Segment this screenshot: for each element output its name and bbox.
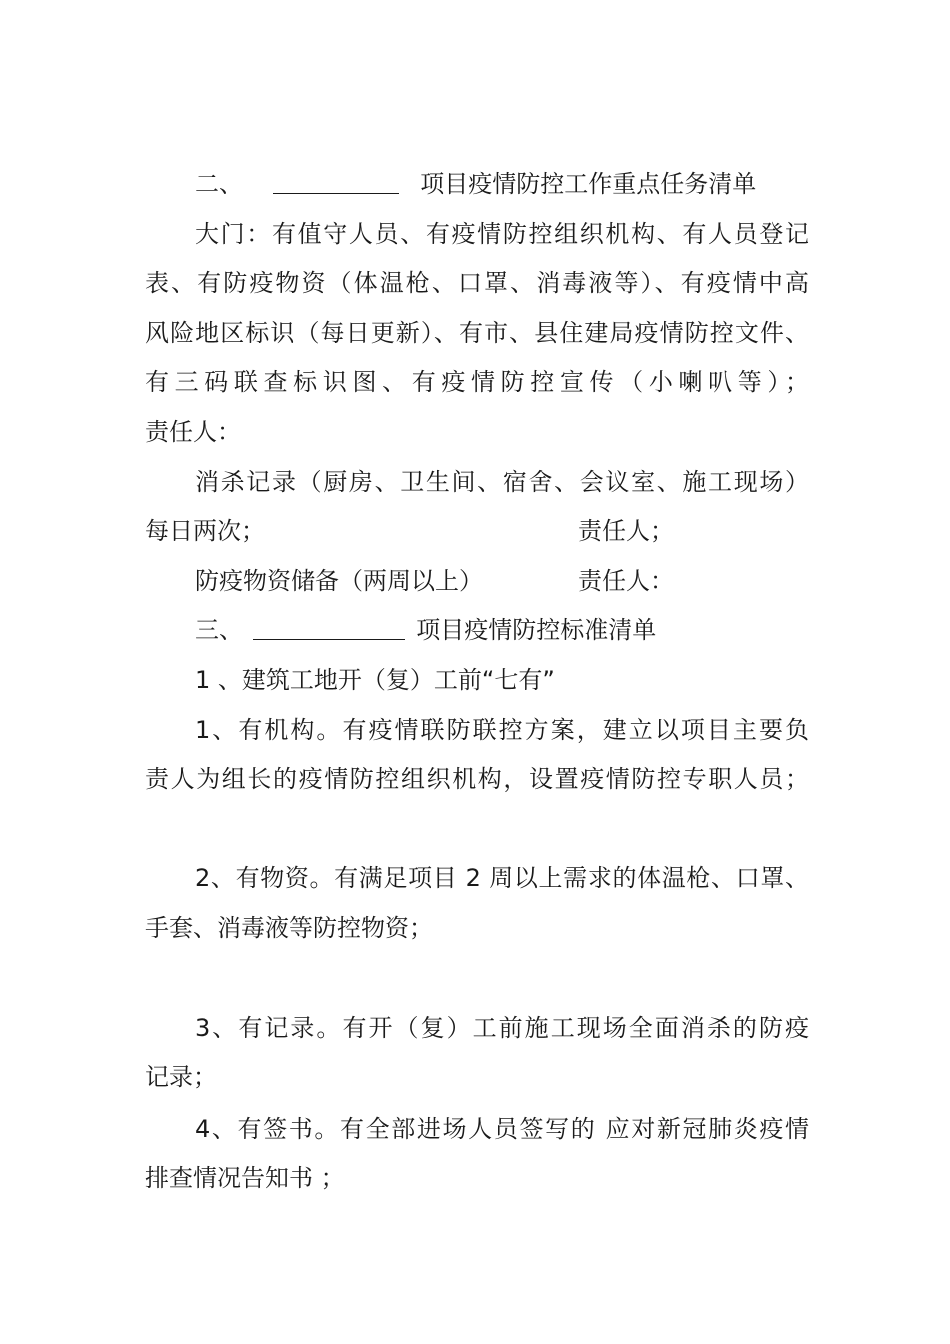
list-item: 1、有机构。有疫情联防联控方案，建立以项目主要负 (195, 716, 809, 744)
list-item: 记录； (145, 1063, 217, 1091)
gate-paragraph-line: 有三码联查标识图、有疫情防控宣传（小喇叭等）； (145, 368, 809, 396)
gate-paragraph-line: 风险地区标识（每日更新）、有市、县住建局疫情防控文件、 (145, 319, 809, 347)
section3-heading (195, 610, 809, 650)
project-name-blank (273, 167, 399, 194)
section3-number: 三、 (195, 616, 243, 644)
gate-responsible-label: 责任人： (145, 418, 241, 446)
supplies-responsible-label: 责任人： (578, 567, 674, 595)
project-name-blank (253, 613, 405, 640)
list-item: 手套、消毒液等防控物资； (145, 914, 433, 942)
list-item: 排查情况告知书 ； (145, 1164, 345, 1192)
disinfect-frequency: 每日两次； (145, 517, 265, 545)
list-item: 3、有记录。有开（复）工前施工现场全面消杀的防疫 (195, 1014, 809, 1042)
list-item: 责人为组长的疫情防控组织机构，设置疫情防控专职人员； (145, 765, 809, 793)
section2-number: 二、 (195, 170, 243, 198)
seven-haves-heading: 1 、建筑工地开（复）工前“七有” (195, 666, 555, 694)
gate-paragraph-line: 大门：有值守人员、有疫情防控组织机构、有人员登记 (195, 220, 809, 248)
section2-heading (195, 164, 809, 204)
disinfect-responsible-label: 责任人； (578, 517, 674, 545)
section3-title: 项目疫情防控标准清单 (416, 616, 657, 644)
supplies-reserve-line: 防疫物资储备（两周以上） (195, 567, 483, 595)
section2-title: 项目疫情防控工作重点任务清单 (420, 170, 757, 198)
disinfect-record-line: 消杀记录（厨房、卫生间、宿舍、会议室、施工现场） (195, 468, 809, 496)
gate-paragraph-line: 表、有防疫物资（体温枪、口罩、消毒液等）、有疫情中高 (145, 269, 809, 297)
list-item: 4、有签书。有全部进场人员签写的 应对新冠肺炎疫情 (195, 1115, 809, 1143)
list-item: 2、有物资。有满足项目 2 周以上需求的体温枪、口罩、 (195, 864, 809, 892)
